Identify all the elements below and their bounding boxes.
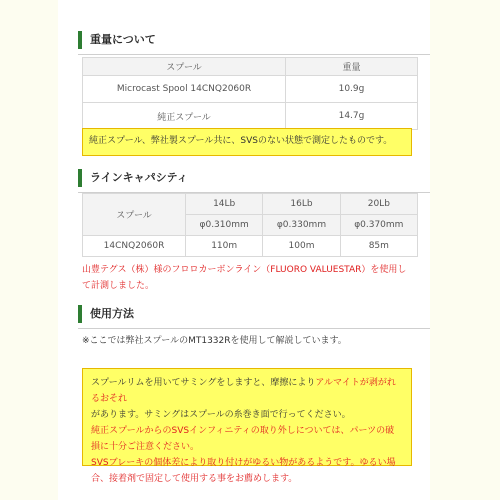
line-capacity-table: [82, 193, 418, 257]
col-spool: スプール: [83, 194, 186, 236]
col-line-lb: 16Lb: [263, 194, 340, 215]
col-line-dia: φ0.370mm: [340, 215, 417, 236]
col-line-dia: φ0.310mm: [186, 215, 263, 236]
warning-line: [91, 455, 403, 487]
table-row: [83, 236, 418, 257]
col-spool: スプール: [83, 58, 286, 76]
warning-highlight: 純正スプールからのSVSインフィニティの取り外しについては、パーツの破損に十分ご注意ください。: [91, 426, 395, 452]
weight-heading-text: 重量について: [90, 33, 156, 46]
weight-note-text: 純正スプール、弊社製スプール共に、SVSのない状態で測定したものです。: [89, 136, 393, 146]
table-row: [83, 76, 418, 103]
warning-line: [91, 407, 403, 423]
warning-text: があります。サミングはスプールの糸巻き面で行ってください。: [91, 410, 351, 420]
line-note-text: 山豊テグス（株）様のフロロカーボンライン（FLUORO VALUESTAR）を使用して計測しました。: [82, 265, 407, 291]
cell-spool: Microcast Spool 14CNQ2060R: [83, 76, 286, 103]
cell-weight: 14.7g: [286, 103, 418, 130]
warning-text: スプールリムを用いてサミングをしますと、摩擦により: [91, 378, 316, 388]
usage-warning-box: [82, 368, 412, 484]
cell-capacity: 110m: [186, 236, 263, 257]
usage-intro: [82, 334, 422, 348]
usage-heading-text: 使用方法: [90, 307, 134, 320]
usage-heading: [78, 305, 430, 323]
col-weight: 重量: [286, 58, 418, 76]
warning-highlight: アルマイトが剥がれるおそれ: [91, 378, 396, 404]
line-heading-text: ラインキャパシティ: [90, 171, 188, 184]
cell-spool: 14CNQ2060R: [83, 236, 186, 257]
weight-note: [82, 128, 412, 156]
warning-highlight: SVSブレーキの個体差により取り付けがゆるい物があるようです。ゆるい場合、接着剤で固定して使用する事をお薦めします。: [91, 458, 396, 484]
table-row: [83, 103, 418, 130]
cell-spool: 純正スプール: [83, 103, 286, 130]
cell-weight: 10.9g: [286, 76, 418, 103]
col-line-lb: 20Lb: [340, 194, 417, 215]
warning-line: [91, 423, 403, 455]
line-heading: [78, 169, 430, 187]
weight-heading: [78, 31, 430, 49]
col-line-dia: φ0.330mm: [263, 215, 340, 236]
col-line-lb: 14Lb: [186, 194, 263, 215]
usage-intro-text: ※ここでは弊社スプールのMT1332Rを使用して解説しています。: [82, 336, 347, 346]
cell-capacity: 100m: [263, 236, 340, 257]
line-note: [82, 262, 412, 294]
weight-table: [82, 57, 418, 130]
warning-line: [91, 375, 403, 407]
cell-capacity: 85m: [340, 236, 417, 257]
